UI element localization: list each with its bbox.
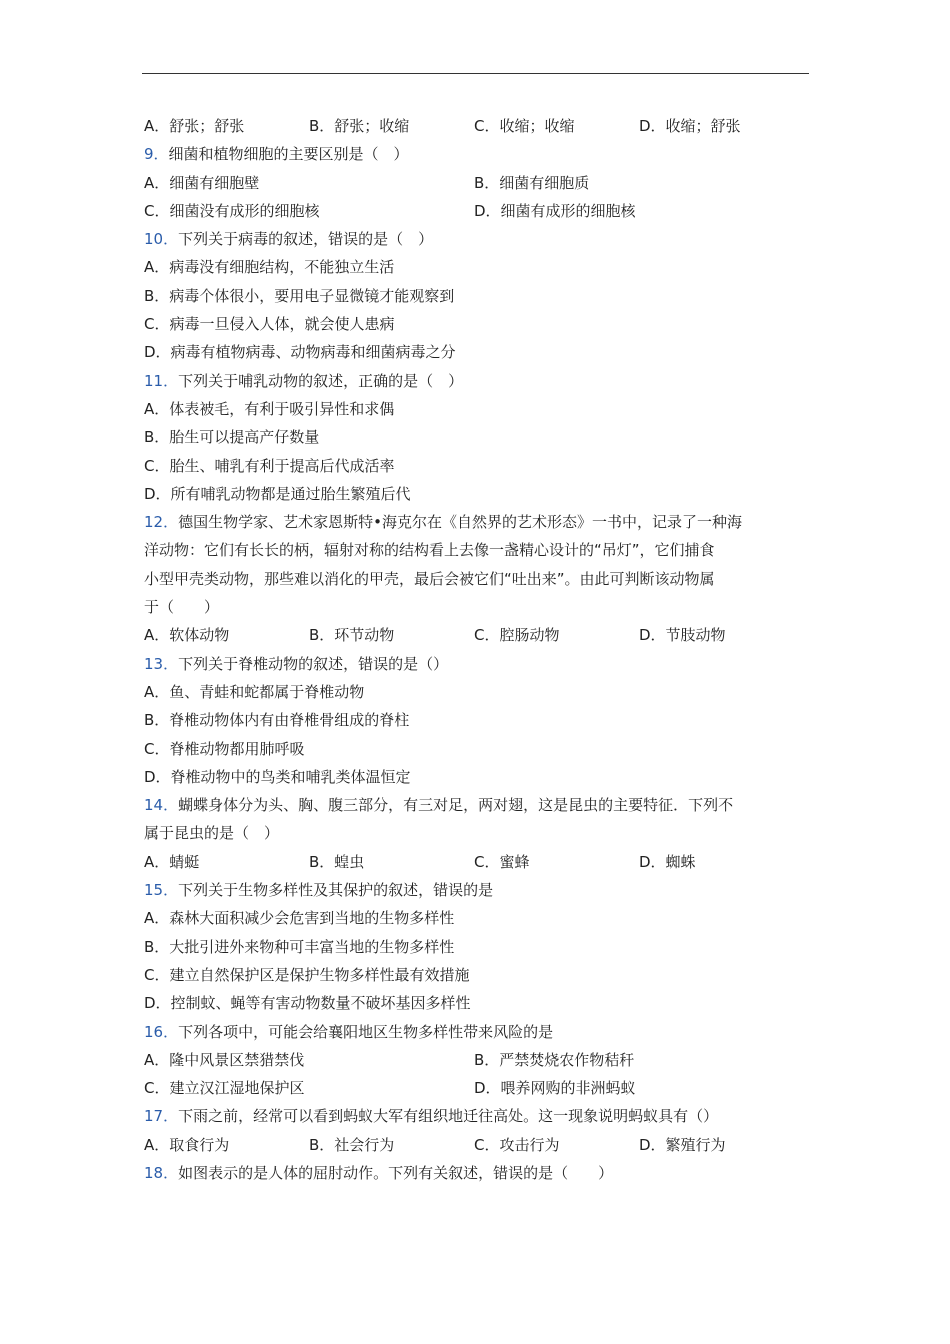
q9-options-row1 bbox=[144, 169, 814, 197]
q9-option-d[interactable]: D．细菌有成形的细胞核 bbox=[474, 201, 636, 220]
header-rule bbox=[142, 73, 809, 74]
q17-option-d[interactable]: D．繁殖行为 bbox=[639, 1135, 726, 1154]
q16-text: 下列各项中，可能会给襄阳地区生物多样性带来风险的是 bbox=[178, 1022, 554, 1041]
q15-number: 15． bbox=[144, 881, 179, 900]
q14-number: 14． bbox=[144, 796, 179, 815]
q13-option-a[interactable]: A．鱼、青蛙和蛇都属于脊椎动物 bbox=[144, 682, 365, 701]
q17-stem bbox=[144, 1102, 814, 1130]
q12-stem-line-3: 小型甲壳类动物，那些难以消化的甲壳，最后会被它们“吐出来”。由此可判断该动物属 bbox=[144, 569, 715, 588]
q16-option-a[interactable]: A．隆中风景区禁猎禁伐 bbox=[144, 1050, 305, 1069]
q11-text: 下列关于哺乳动物的叙述，正确的是（ ） bbox=[178, 371, 464, 390]
q12-option-c[interactable]: C．腔肠动物 bbox=[474, 626, 560, 645]
q10-option-d[interactable]: D．病毒有植物病毒、动物病毒和细菌病毒之分 bbox=[144, 343, 456, 362]
q9-text: 细菌和植物细胞的主要区别是（ ） bbox=[168, 145, 409, 164]
q11-option-c[interactable]: C．胎生、哺乳有利于提高后代成活率 bbox=[144, 456, 395, 475]
q17-options bbox=[144, 1131, 814, 1159]
q14-options bbox=[144, 848, 814, 876]
q16-option-b[interactable]: B．严禁焚烧农作物秸秆 bbox=[474, 1050, 635, 1069]
q16-option-d[interactable]: D．喂养网购的非洲蚂蚁 bbox=[474, 1079, 636, 1098]
q10-number: 10． bbox=[144, 230, 179, 249]
q17-option-a[interactable]: A．取食行为 bbox=[144, 1135, 230, 1154]
q14-option-c[interactable]: C．蜜蜂 bbox=[474, 852, 530, 871]
q10-option-b[interactable]: B．病毒个体很小，要用电子显微镜才能观察到 bbox=[144, 286, 455, 305]
q12-stem-line-4: 于（ ） bbox=[144, 598, 220, 617]
q16-number: 16． bbox=[144, 1022, 179, 1041]
q11-option-d[interactable]: D．所有哺乳动物都是通过胎生繁殖后代 bbox=[144, 484, 411, 503]
q17-number: 17． bbox=[144, 1107, 179, 1126]
q11-number: 11． bbox=[144, 371, 179, 390]
q14-stem-line-1 bbox=[144, 791, 814, 819]
q9-option-b[interactable]: B．细菌有细胞质 bbox=[474, 173, 590, 192]
q13-number: 13． bbox=[144, 654, 179, 673]
q16-options-row1 bbox=[144, 1046, 814, 1074]
q14-option-d[interactable]: D．蜘蛛 bbox=[639, 852, 696, 871]
q15-stem bbox=[144, 876, 814, 904]
q17-option-b[interactable]: B．社会行为 bbox=[309, 1135, 395, 1154]
q17-text: 下雨之前，经常可以看到蚂蚁大军有组织地迁往高处。这一现象说明蚂蚁具有（） bbox=[178, 1107, 719, 1126]
q8-option-d[interactable]: D．收缩；舒张 bbox=[639, 117, 741, 135]
q9-number: 9． bbox=[144, 145, 169, 164]
q18-text: 如图表示的是人体的屈肘动作。下列有关叙述，错误的是（ ） bbox=[178, 1163, 614, 1182]
q12-number: 12． bbox=[144, 513, 179, 532]
q13-stem bbox=[144, 650, 814, 678]
q12-option-b[interactable]: B．环节动物 bbox=[309, 626, 395, 645]
q15-text: 下列关于生物多样性及其保护的叙述，错误的是 bbox=[178, 881, 494, 900]
q15-option-a[interactable]: A．森林大面积减少会危害到当地的生物多样性 bbox=[144, 909, 455, 928]
q14-stem-line-2: 属于昆虫的是（ ） bbox=[144, 824, 280, 843]
q16-option-c[interactable]: C．建立汉江湿地保护区 bbox=[144, 1079, 305, 1098]
q16-options-row2 bbox=[144, 1074, 814, 1102]
q13-text: 下列关于脊椎动物的叙述，错误的是（） bbox=[178, 654, 449, 673]
q13-option-d[interactable]: D．脊椎动物中的鸟类和哺乳类体温恒定 bbox=[144, 767, 411, 786]
q8-option-a[interactable]: A．舒张；舒张 bbox=[144, 117, 245, 135]
q12-stem-line-1 bbox=[144, 508, 814, 536]
q9-option-a[interactable]: A．细菌有细胞壁 bbox=[144, 173, 260, 192]
question-list bbox=[144, 112, 814, 1187]
q12-option-a[interactable]: A．软体动物 bbox=[144, 626, 230, 645]
q11-option-b[interactable]: B．胎生可以提高产仔数量 bbox=[144, 428, 320, 447]
q15-option-c[interactable]: C．建立自然保护区是保护生物多样性最有效措施 bbox=[144, 965, 470, 984]
q16-stem bbox=[144, 1018, 814, 1046]
q18-number: 18． bbox=[144, 1163, 179, 1182]
q12-text-1: 德国生物学家、艺术家恩斯特•海克尔在《自然界的艺术形态》一书中，记录了一种海 bbox=[178, 513, 742, 532]
q15-option-b[interactable]: B．大批引进外来物种可丰富当地的生物多样性 bbox=[144, 937, 455, 956]
q9-options-row2 bbox=[144, 197, 814, 225]
q8-options bbox=[144, 112, 814, 140]
q13-option-b[interactable]: B．脊椎动物体内有由脊椎骨组成的脊柱 bbox=[144, 711, 410, 730]
q11-option-a[interactable]: A．体表被毛，有利于吸引异性和求偶 bbox=[144, 399, 395, 418]
q18-stem bbox=[144, 1159, 814, 1187]
q10-option-c[interactable]: C．病毒一旦侵入人体，就会使人患病 bbox=[144, 315, 395, 334]
q10-text: 下列关于病毒的叙述，错误的是（ ） bbox=[178, 230, 434, 249]
q10-stem bbox=[144, 225, 814, 253]
q13-option-c[interactable]: C．脊椎动物都用肺呼吸 bbox=[144, 739, 305, 758]
q17-option-c[interactable]: C．攻击行为 bbox=[474, 1135, 560, 1154]
q12-option-d[interactable]: D．节肢动物 bbox=[639, 626, 726, 645]
q11-stem bbox=[144, 367, 814, 395]
q10-option-a[interactable]: A．病毒没有细胞结构，不能独立生活 bbox=[144, 258, 395, 277]
q15-option-d[interactable]: D．控制蚊、蝇等有害动物数量不破坏基因多样性 bbox=[144, 994, 471, 1013]
q9-option-c[interactable]: C．细菌没有成形的细胞核 bbox=[144, 201, 320, 220]
q14-text-1: 蝴蝶身体分为头、胸、腹三部分，有三对足，两对翅，这是昆虫的主要特征．下列不 bbox=[178, 796, 734, 815]
q14-option-b[interactable]: B．蝗虫 bbox=[309, 852, 365, 871]
q8-option-c[interactable]: C．收缩；收缩 bbox=[474, 117, 575, 135]
q14-option-a[interactable]: A．蜻蜓 bbox=[144, 852, 200, 871]
q8-option-b[interactable]: B．舒张；收缩 bbox=[309, 117, 410, 135]
q12-stem-line-2: 洋动物：它们有长长的柄，辐射对称的结构看上去像一盏精心设计的“吊灯”，它们捕食 bbox=[144, 541, 715, 560]
q9-stem bbox=[144, 140, 814, 168]
q12-options bbox=[144, 621, 814, 649]
